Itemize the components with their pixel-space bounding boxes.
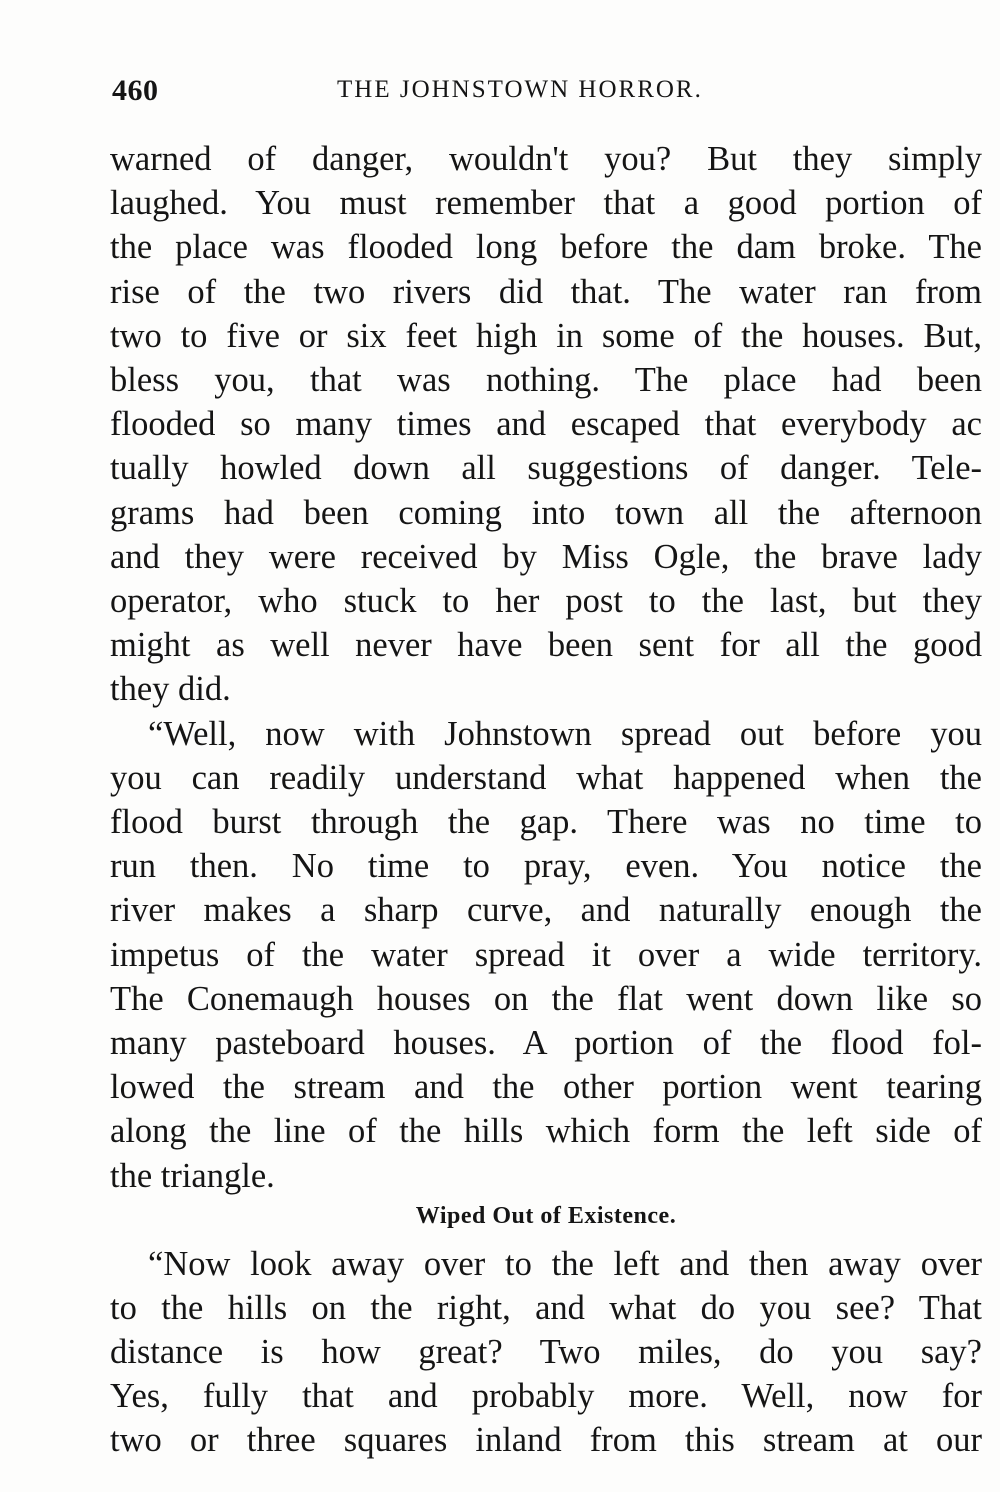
text-line: the place was flooded long before the dam broke. The (110, 228, 982, 266)
text-line: along the line of the hills which form the left side of (110, 1112, 982, 1150)
text-line: river makes a sharp curve, and naturally enough the (110, 891, 982, 929)
text-line: lowed the stream and the other portion went tearing (110, 1068, 982, 1106)
text-line: The Conemaugh houses on the flat went down like so (110, 980, 982, 1018)
page-number: 460 (112, 74, 159, 107)
text-line: to the hills on the right, and what do you see? That (110, 1289, 982, 1327)
text-line: rise of the two rivers did that. The water ran from (110, 273, 982, 311)
text-line: the triangle. (110, 1157, 275, 1195)
text-line: flood burst through the gap. There was no time to (110, 803, 982, 841)
page-header (112, 66, 982, 116)
text-line: “Now look away over to the left and then away over (148, 1245, 982, 1283)
text-line: tually howled down all suggestions of danger. Tele- (110, 449, 982, 487)
text-line: distance is how great? Two miles, do you say? (110, 1333, 982, 1371)
text-line: grams had been coming into town all the afternoon (110, 494, 982, 532)
text-line: flooded so many times and escaped that everybody ac (110, 405, 982, 443)
text-line: laughed. You must remember that a good portion of (110, 184, 982, 222)
text-line: many pasteboard houses. A portion of the flood fol- (110, 1024, 982, 1062)
text-line: Yes, fully that and probably more. Well, now for (110, 1377, 982, 1415)
text-line: warned of danger, wouldn't you? But they simply (110, 140, 982, 178)
text-line: and they were received by Miss Ogle, the brave lady (110, 538, 982, 576)
text-line: two to five or six feet high in some of the houses. But, (110, 317, 982, 355)
text-line: operator, who stuck to her post to the last, but they (110, 582, 982, 620)
running-title: THE JOHNSTOWN HORROR. (337, 76, 703, 103)
text-line: bless you, that was nothing. The place had been (110, 361, 982, 399)
text-line: two or three squares inland from this stream at our (110, 1421, 982, 1459)
text-line: they did. (110, 670, 231, 708)
text-line: run then. No time to pray, even. You notice the (110, 847, 982, 885)
text-line: “Well, now with Johnstown spread out before you (148, 715, 982, 753)
text-line: might as well never have been sent for all the good (110, 626, 982, 664)
section-subheading: Wiped Out of Existence. (415, 1203, 677, 1229)
text-line: you can readily understand what happened when the (110, 759, 982, 797)
text-line: impetus of the water spread it over a wide territory. (110, 936, 982, 974)
